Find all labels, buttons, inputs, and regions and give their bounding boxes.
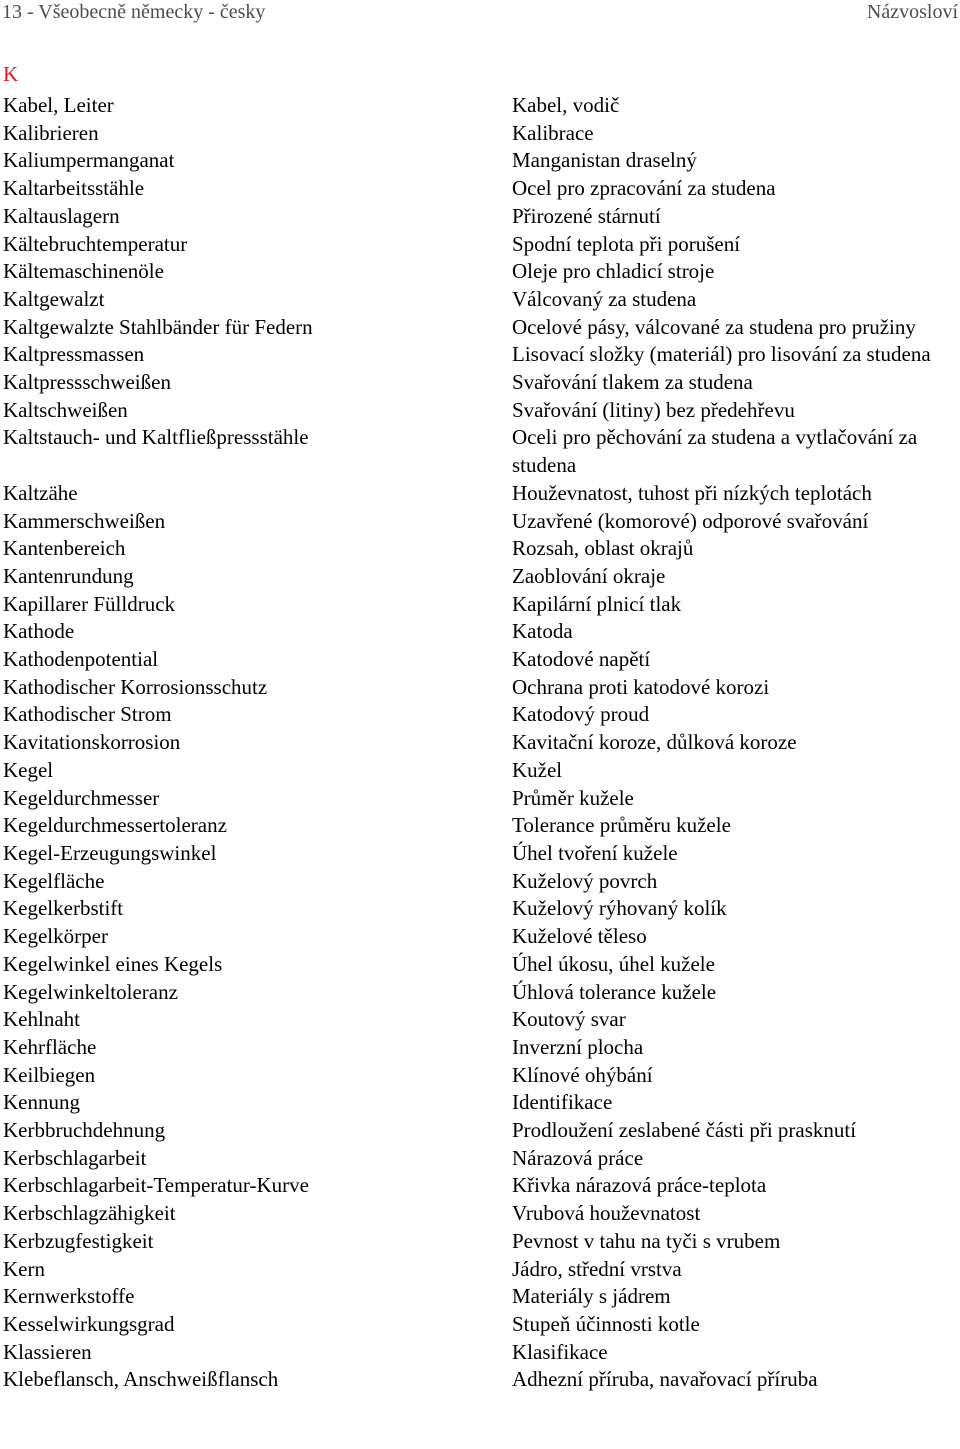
czech-term: Průměr kužele — [512, 785, 634, 810]
german-term: Kennung — [3, 1090, 80, 1115]
page-header — [0, 0, 960, 26]
german-term: Kaltarbeitsstähle — [3, 176, 145, 201]
czech-term: Svařování (litiny) bez předehřevu — [512, 397, 795, 422]
glossary-row — [0, 674, 960, 702]
glossary-row — [0, 563, 960, 591]
german-term: Kegel — [3, 757, 54, 782]
german-term: Kältebruchtemperatur — [3, 231, 188, 256]
czech-term: Pevnost v tahu na tyči s vrubem — [512, 1228, 781, 1253]
german-term: Kabel, Leiter — [3, 93, 114, 117]
czech-term: Katodový proud — [512, 702, 650, 727]
section-letter: K — [3, 62, 19, 86]
german-term: Kesselwirkungsgrad — [3, 1311, 175, 1336]
czech-term: Kabel, vodič — [512, 93, 620, 117]
german-term: Kapillarer Fülldruck — [3, 591, 176, 616]
czech-term: Ochrana proti katodové korozi — [512, 674, 770, 699]
glossary-row — [0, 1006, 960, 1034]
german-term: Keilbiegen — [3, 1062, 96, 1087]
german-term: Kaltzähe — [3, 480, 78, 505]
german-term: Kegelwinkeltoleranz — [3, 979, 178, 1004]
german-term: Kerbschlagarbeit-Temperatur-Kurve — [3, 1173, 309, 1198]
german-term: Kaliumpermanganat — [3, 148, 175, 173]
glossary-row — [0, 1089, 960, 1117]
czech-term: Katodové napětí — [512, 647, 651, 672]
czech-term: Lisovací složky (materiál) pro lisování za studena — [512, 342, 931, 367]
glossary-row — [0, 895, 960, 923]
glossary-list — [0, 92, 960, 1394]
czech-term: Úhel úkosu, úhel kužele — [512, 951, 715, 976]
glossary-row — [0, 175, 960, 203]
glossary-row — [0, 951, 960, 979]
czech-term: Houževnatost, tuhost při nízkých teplotách — [512, 480, 872, 505]
glossary-row — [0, 480, 960, 508]
glossary-row — [0, 1311, 960, 1339]
glossary-row — [0, 923, 960, 951]
german-term: Kegelfläche — [3, 868, 105, 893]
german-term: Kerbschlagzähigkeit — [3, 1201, 176, 1226]
german-term: Kerbzugfestigkeit — [3, 1228, 154, 1253]
czech-term: Úhel tvoření kužele — [512, 840, 678, 865]
czech-term: Klínové ohýbání — [512, 1062, 653, 1087]
glossary-row — [0, 369, 960, 397]
glossary-row — [0, 147, 960, 175]
glossary-row — [0, 1117, 960, 1145]
czech-term: Kuželový povrch — [512, 868, 658, 893]
glossary-row — [0, 729, 960, 757]
czech-term: Přirozené stárnutí — [512, 203, 661, 228]
czech-term: Klasifikace — [512, 1339, 608, 1364]
german-term: Kalibrieren — [3, 120, 99, 145]
glossary-row — [0, 397, 960, 425]
german-term: Klassieren — [3, 1339, 92, 1364]
glossary-row — [0, 92, 960, 120]
glossary-row — [0, 535, 960, 563]
german-term: Kegeldurchmessertoleranz — [3, 813, 227, 838]
german-term: Kernwerkstoffe — [3, 1284, 135, 1309]
czech-term: Identifikace — [512, 1090, 613, 1115]
czech-term: Kapilární plnicí tlak — [512, 591, 682, 616]
german-term: Kaltgewalzt — [3, 286, 105, 311]
glossary-row — [0, 618, 960, 646]
czech-term: Kuželové těleso — [512, 924, 647, 949]
czech-term: Oceli pro pěchování za studena a vytlačování za studena — [512, 425, 918, 478]
glossary-row — [0, 341, 960, 369]
czech-term: Prodloužení zeslabené části při prasknutí — [512, 1118, 857, 1143]
czech-term: Spodní teplota při porušení — [512, 231, 741, 256]
german-term: Kehlnaht — [3, 1007, 80, 1032]
czech-term: Ocel pro zpracování za studena — [512, 176, 776, 201]
german-term: Klebeflansch, Anschweißflansch — [3, 1367, 279, 1392]
german-term: Kehrfläche — [3, 1034, 97, 1059]
german-term: Kathodenpotential — [3, 647, 159, 672]
german-term: Kaltgewalzte Stahlbänder für Federn — [3, 314, 313, 339]
glossary-row — [0, 812, 960, 840]
glossary-row — [0, 785, 960, 813]
glossary-row — [0, 424, 960, 479]
czech-term: Materiály s jádrem — [512, 1284, 671, 1309]
german-term: Kathodischer Korrosionsschutz — [3, 674, 268, 699]
czech-term: Svařování tlakem za studena — [512, 370, 753, 395]
czech-term: Uzavřené (komorové) odporové svařování — [512, 508, 869, 533]
czech-term: Kavitační koroze, důlková koroze — [512, 730, 797, 755]
german-term: Kerbbruchdehnung — [3, 1118, 166, 1143]
czech-term: Křivka nárazová práce-teplota — [512, 1173, 767, 1198]
glossary-row — [0, 757, 960, 785]
glossary-row — [0, 1366, 960, 1394]
czech-term: Adhezní příruba, navařovací příruba — [512, 1367, 818, 1392]
glossary-row — [0, 1145, 960, 1173]
german-term: Kammerschweißen — [3, 508, 166, 533]
german-term: Kavitationskorrosion — [3, 730, 181, 755]
glossary-row — [0, 1339, 960, 1367]
glossary-row — [0, 1228, 960, 1256]
glossary-row — [0, 203, 960, 231]
german-term: Kegelwinkel eines Kegels — [3, 951, 223, 976]
german-term: Kern — [3, 1256, 45, 1281]
czech-term: Úhlová tolerance kužele — [512, 979, 717, 1004]
glossary-row — [0, 868, 960, 896]
glossary-row — [0, 701, 960, 729]
german-term: Kegeldurchmesser — [3, 785, 160, 810]
glossary-row — [0, 258, 960, 286]
german-term: Kantenrundung — [3, 563, 134, 588]
glossary-row — [0, 231, 960, 259]
czech-term: Kalibrace — [512, 120, 594, 145]
czech-term: Rozsah, oblast okrajů — [512, 536, 694, 561]
german-term: Kältemaschinenöle — [3, 259, 164, 284]
czech-term: Kužel — [512, 757, 563, 782]
german-term: Kerbschlagarbeit — [3, 1145, 147, 1170]
glossary-row — [0, 646, 960, 674]
czech-term: Vrubová houževnatost — [512, 1201, 701, 1226]
czech-term: Zaoblování okraje — [512, 563, 666, 588]
czech-term: Nárazová práce — [512, 1145, 644, 1170]
german-term: Kaltschweißen — [3, 397, 128, 422]
czech-term: Oleje pro chladicí stroje — [512, 259, 715, 284]
glossary-row — [0, 1256, 960, 1284]
header-title: 13 - Všeobecně německy - česky — [2, 1, 266, 23]
glossary-row — [0, 314, 960, 342]
czech-term: Manganistan draselný — [512, 148, 697, 173]
german-term: Kegelkörper — [3, 924, 108, 949]
german-term: Kegelkerbstift — [3, 896, 124, 921]
header-section-name: Názvosloví — [866, 1, 958, 23]
german-term: Kathode — [3, 619, 75, 644]
glossary-row — [0, 1062, 960, 1090]
czech-term: Stupeň účinnosti kotle — [512, 1311, 700, 1336]
czech-term: Válcovaný za studena — [512, 286, 697, 311]
czech-term: Katoda — [512, 619, 573, 644]
czech-term: Ocelové pásy, válcované za studena pro pružiny — [512, 314, 916, 339]
german-term: Kaltauslagern — [3, 203, 120, 228]
czech-term: Koutový svar — [512, 1007, 626, 1032]
glossary-row — [0, 979, 960, 1007]
czech-term: Inverzní plocha — [512, 1034, 644, 1059]
glossary-row — [0, 1283, 960, 1311]
glossary-row — [0, 1200, 960, 1228]
glossary-row — [0, 1034, 960, 1062]
german-term: Kaltstauch- und Kaltfließpressstähle — [3, 425, 309, 450]
czech-term: Tolerance průměru kužele — [512, 813, 731, 838]
glossary-row — [0, 1172, 960, 1200]
glossary-row — [0, 840, 960, 868]
glossary-row — [0, 591, 960, 619]
german-term: Kathodischer Strom — [3, 702, 172, 727]
czech-term: Kuželový rýhovaný kolík — [512, 896, 727, 921]
glossary-row — [0, 508, 960, 536]
glossary-row — [0, 286, 960, 314]
czech-term: Jádro, střední vrstva — [512, 1256, 682, 1281]
german-term: Kaltpressschweißen — [3, 370, 171, 395]
german-term: Kantenbereich — [3, 536, 126, 561]
german-term: Kegel-Erzeugungswinkel — [3, 840, 217, 865]
glossary-row — [0, 120, 960, 148]
german-term: Kaltpressmassen — [3, 342, 145, 367]
